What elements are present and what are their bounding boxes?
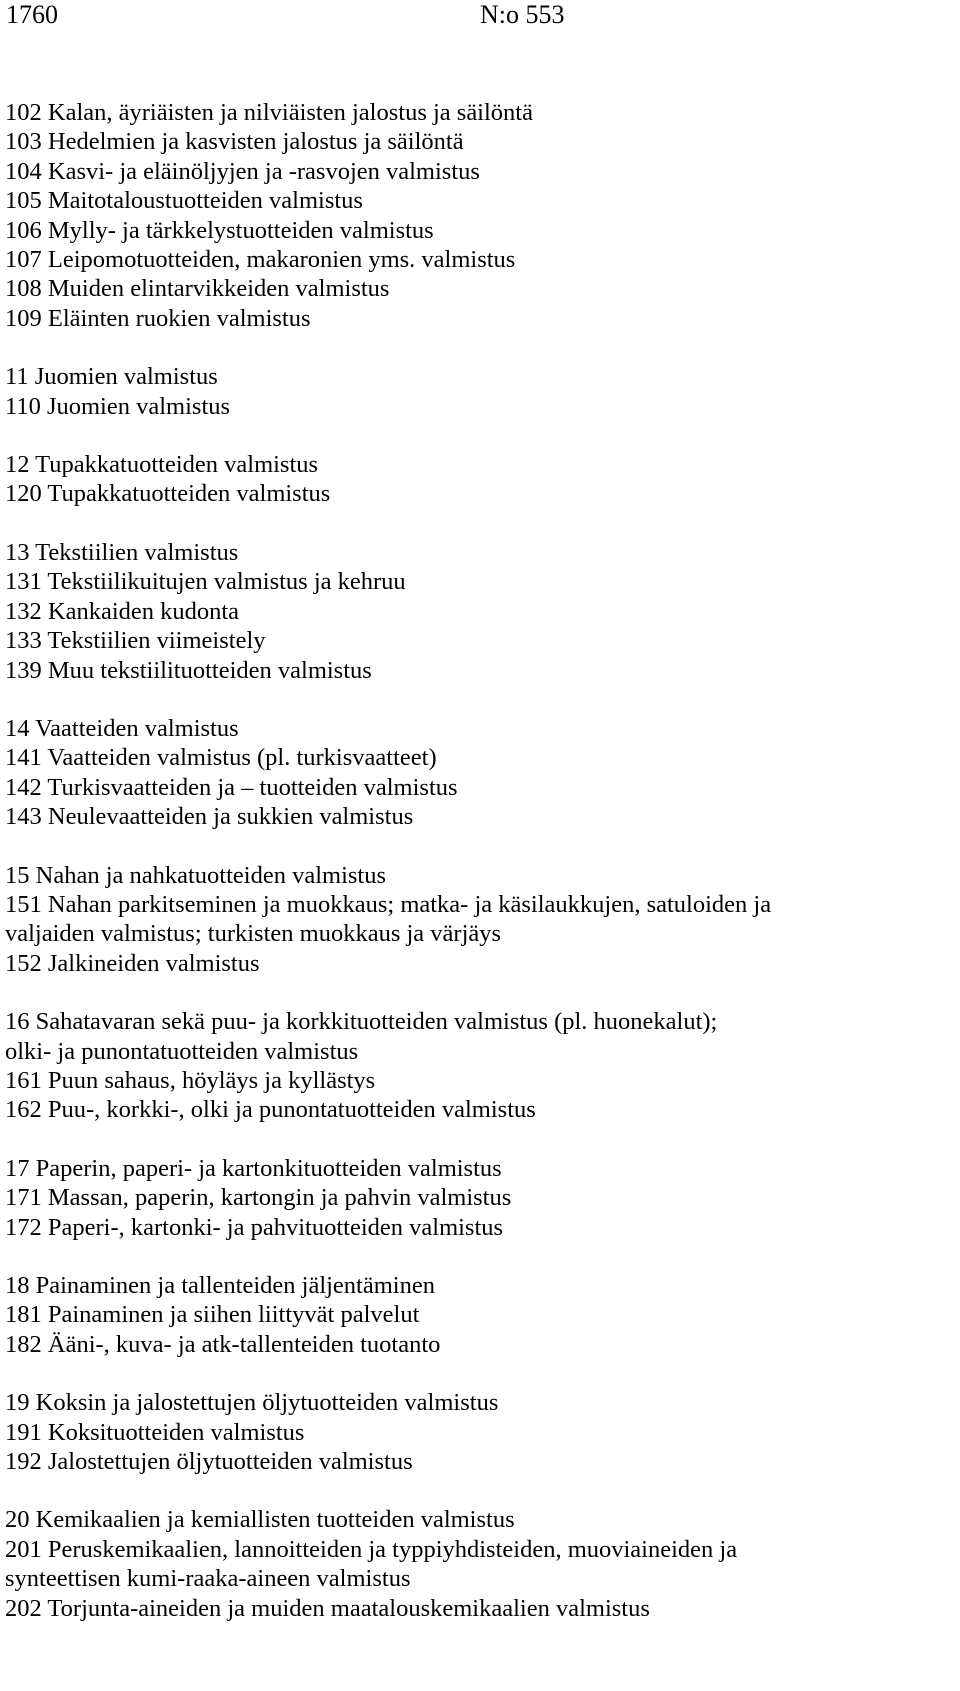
classification-group <box>5 362 957 421</box>
classification-list <box>5 98 957 1652</box>
classification-group <box>5 1505 957 1623</box>
classification-group <box>5 450 957 509</box>
classification-line: 131 Tekstiilikuitujen valmistus ja kehruu <box>5 568 406 596</box>
classification-line: 139 Muu tekstiilituotteiden valmistus <box>5 656 372 684</box>
statute-number: N:o 553 <box>480 0 565 29</box>
classification-line: 14 Vaatteiden valmistus <box>5 714 239 742</box>
classification-line: 142 Turkisvaatteiden ja – tuotteiden valmistus <box>5 773 458 801</box>
classification-line: 161 Puun sahaus, höyläys ja kyllästys <box>5 1066 376 1094</box>
classification-line: 17 Paperin, paperi- ja kartonkituotteiden valmistus <box>5 1154 502 1182</box>
classification-line: 120 Tupakkatuotteiden valmistus <box>5 480 331 508</box>
classification-line: 16 Sahatavaran sekä puu- ja korkkituotteiden valmistus (pl. huonekalut); <box>5 1008 718 1036</box>
classification-line: 132 Kankaiden kudonta <box>5 597 240 625</box>
classification-line: 19 Koksin ja jalostettujen öljytuotteiden valmistus <box>5 1389 499 1417</box>
classification-line: 13 Tekstiilien valmistus <box>5 538 239 566</box>
classification-line: synteettisen kumi-raaka-aineen valmistus <box>5 1565 411 1593</box>
classification-line: 202 Torjunta-aineiden ja muiden maatalouskemikaalien valmistus <box>5 1594 650 1622</box>
classification-line: 151 Nahan parkitseminen ja muokkaus; matka- ja käsilaukkujen, satuloiden ja <box>5 890 772 918</box>
classification-line: 11 Juomien valmistus <box>5 363 218 391</box>
classification-line: 172 Paperi-, kartonki- ja pahvituotteiden valmistus <box>5 1213 504 1241</box>
classification-line: 105 Maitotaloustuotteiden valmistus <box>5 187 363 215</box>
classification-line: 192 Jalostettujen öljytuotteiden valmistus <box>5 1448 413 1476</box>
classification-line: 191 Koksituotteiden valmistus <box>5 1418 305 1446</box>
classification-group <box>5 861 957 979</box>
classification-group <box>5 538 957 685</box>
classification-line: 18 Painaminen ja tallenteiden jäljentäminen <box>5 1272 435 1299</box>
classification-group <box>5 1388 957 1476</box>
classification-group <box>5 98 957 333</box>
classification-line: valjaiden valmistus; turkisten muokkaus ja värjäys <box>5 920 502 948</box>
classification-line: 15 Nahan ja nahkatuotteiden valmistus <box>5 861 387 889</box>
classification-line: 102 Kalan, äyriäisten ja nilviäisten jalostus ja säilöntä <box>5 99 533 126</box>
classification-line: 152 Jalkineiden valmistus <box>5 949 260 977</box>
page-number: 1760 <box>6 0 58 29</box>
classification-line: 107 Leipomotuotteiden, makaronien yms. valmistus <box>5 246 516 274</box>
classification-line: 182 Ääni-, kuva- ja atk-tallenteiden tuotanto <box>5 1330 441 1358</box>
classification-line: 20 Kemikaalien ja kemiallisten tuotteiden valmistus <box>5 1506 515 1534</box>
classification-line: 171 Massan, paperin, kartongin ja pahvin valmistus <box>5 1184 512 1212</box>
classification-line: 106 Mylly- ja tärkkelystuotteiden valmistus <box>5 216 434 244</box>
classification-group <box>5 1154 957 1242</box>
classification-line: 12 Tupakkatuotteiden valmistus <box>5 451 319 479</box>
classification-line: 103 Hedelmien ja kasvisten jalostus ja säilöntä <box>5 128 464 156</box>
classification-line: 141 Vaatteiden valmistus (pl. turkisvaatteet) <box>5 744 437 772</box>
classification-line: 201 Peruskemikaalien, lannoitteiden ja typpiyhdisteiden, muoviaineiden ja <box>5 1535 738 1563</box>
classification-line: 162 Puu-, korkki-, olki ja punontatuotteiden valmistus <box>5 1096 536 1124</box>
classification-line: olki- ja punontatuotteiden valmistus <box>5 1037 359 1065</box>
classification-group <box>5 1007 957 1125</box>
classification-line: 181 Painaminen ja siihen liittyvät palvelut <box>5 1301 420 1329</box>
classification-line: 110 Juomien valmistus <box>5 392 231 420</box>
classification-line: 143 Neulevaatteiden ja sukkien valmistus <box>5 803 414 831</box>
classification-group <box>5 714 957 832</box>
classification-line: 104 Kasvi- ja eläinöljyjen ja -rasvojen valmistus <box>5 157 480 185</box>
page-header <box>0 0 960 34</box>
classification-line: 109 Eläinten ruokien valmistus <box>5 304 311 332</box>
classification-line: 108 Muiden elintarvikkeiden valmistus <box>5 275 390 303</box>
classification-line: 133 Tekstiilien viimeistely <box>5 627 266 655</box>
classification-group <box>5 1271 957 1359</box>
